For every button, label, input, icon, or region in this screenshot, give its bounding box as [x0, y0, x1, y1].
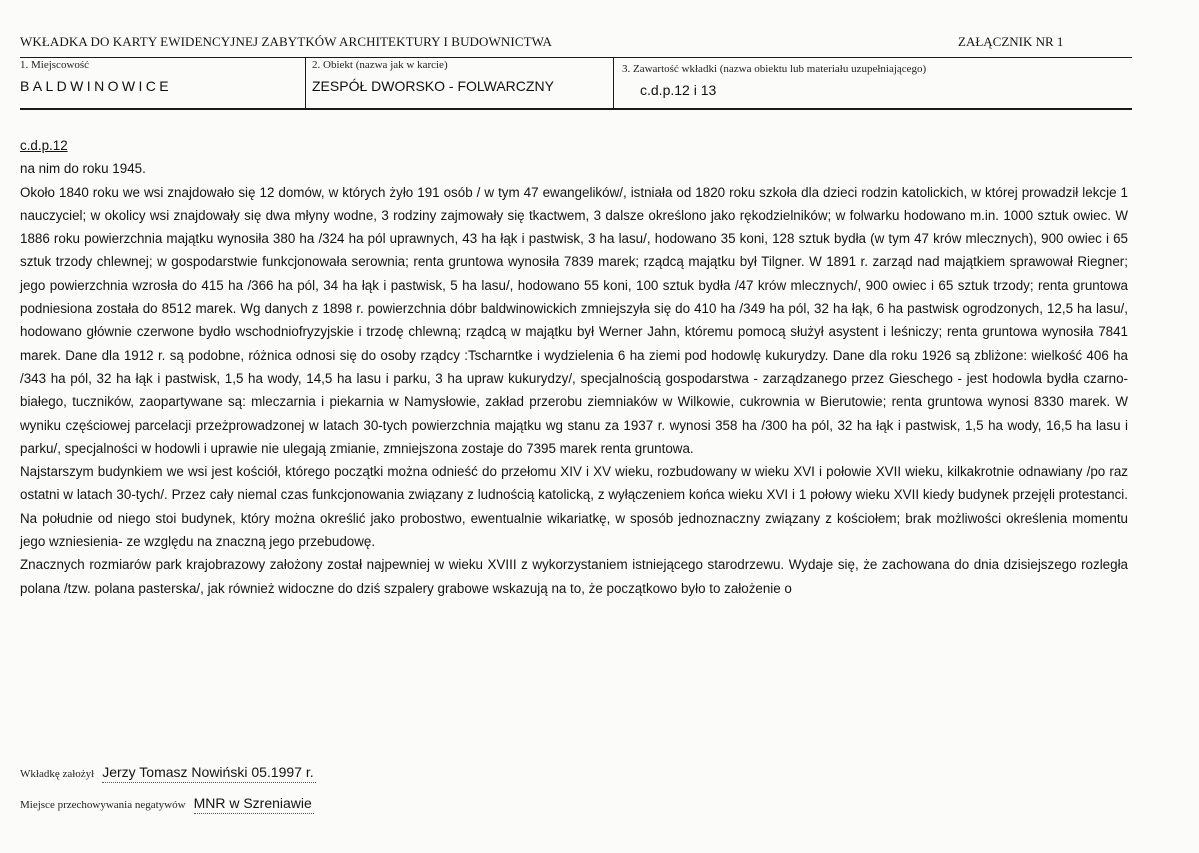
storage-row: [20, 795, 314, 814]
storage-value: MNR w Szreniawie: [194, 795, 314, 814]
author-label: Wkładkę założył: [20, 768, 95, 780]
body-paragraph: na nim do roku 1945.: [20, 161, 146, 177]
document-body: [20, 134, 1128, 600]
field-divider-1: [305, 57, 306, 109]
body-paragraph: Około 1840 roku we wsi znajdowało się 12 domów, w których żyło 191 osób / w tym 47 ewangelików/, istniała od 1820 roku szkoła dla dzieci rodzin katolickich, w której prowadził lekcje 1 nauczyciel; w okolicy wsi znajdowały się dwa młyny wodne, 3 rodziny zajmowały się tkactwem, 3 dalsze określono jako rękodzielników; w folwarku hodowano m.in. 1000 sztuk owiec. W 1886 roku powierzchnia majątku wynosiła 380 ha /324 ha pól uprawnych, 43 ha łąk i pastwisk, 3 ha lasu/, hodowano 35 koni, 128 sztuk bydła (w tym 47 krów mlecznych), 900 owiec i 65 sztuk trzody chlewnej; w gospodarstwie funkcjonowała serownia; renta gruntowa wynosiła 7839 marek; rządcą majątku był Tilgner. W 1891 r. zarząd nad majątkiem sprawował Riegner; jego powierzchnia wzrosła do 415 ha /366 ha pól, 34 ha łąk i pastwisk, 5 ha lasu/, hodowano 55 koni, 100 sztuk bydła /47 krów mlecznych/, 900 owiec i 65 sztuk trzody; renta gruntowa podniesiona została do 8512 marek. Wg danych z 1898 r. powierzchnia dóbr baldwinowickich zmniejszyła się do 410 ha /349 ha pól, 32 ha łąk, 6 ha pastwisk ogrodzonych, 12,5 ha lasu/, hodowano głównie czerwone bydło wschodniofryzyjskie i trzodę chlewną; rządcą w majątku był Werner Jahn, któremu pomocą służył asystent i leśniczy; renta gruntowa wynosiła 7841 marek. Dane dla 1912 r. są podobne, różnica odnosi się do osoby rządcy :Tscharntke i wydzielenia 6 ha ziemi pod hodowlę kukurydzy. Dane dla roku 1926 są zbliżone: wielkość 406 ha /343 ha pól, 32 ha łąk i pastwisk, 1,5 ha wody, 14,5 ha lasu i parku, 3 ha upraw kukurydzy/, specjalnością gospodarstwa - zarządzanego przez Gieschego - jest hodowla bydła czarno-białego, tuczników, zaopartywane są: mleczarnia i piekarnia w Namysłowie, zakład przerobu ziemniaków w Wilkowie, cukrownia w Bierutowie; renta gruntowa wynosi 8330 marek. W wyniku częściowej parcelacji przeżprowadzonej w latach 30-tych powierzchnia majątku wg stanu za 1937 r. wynosi 358 ha /300 ha pól, 32 ha łąk i pastwisk, 1,5 ha wody, 16,5 ha lasu i parku/, specjalności w hodowli i uprawie nie ulegają zmianie, zmniejszona zostaje do 7395 marek renta gruntowa.: [20, 184, 1128, 456]
locality-label: 1. Miejscowość: [20, 59, 90, 71]
object-value: ZESPÓŁ DWORSKO - FOLWARCZNY: [312, 78, 554, 94]
object-label: 2. Obiekt (nazwa jak w karcie): [312, 59, 448, 71]
body-paragraph: Najstarszym budynkiem we wsi jest kościół, którego początki można odnieść do przełomu XIV i XV wieku, rozbudowany w wieku XVI i połowie XVII wieku, kilkakrotnie odnawiany /po raz ostatni w latach 30-tych/. Przez cały niemal czas funkcjonowania związany z ludnością katolicką, z wyłączeniem końca wieku XVI i 1 połowy wieku XVII kiedy budynek przejęli protestanci. Na południe od niego stoi budynek, który można określić jako probostwo, ewentualnie wikariatkę, w sposób jednoznaczny związany z kościołem; brak możliwości określenia momentu jego wzniesienia- ze względu na znaczną jego przebudowę.: [20, 464, 1128, 550]
contents-value: c.d.p.12 i 13: [640, 82, 717, 98]
header-rule-top: [20, 57, 1132, 58]
header-rule-bottom: [20, 108, 1132, 110]
continuation-heading: c.d.p.12: [20, 138, 68, 153]
storage-label: Miejsce przechowywania negatywów: [20, 799, 186, 811]
body-paragraph: Znacznych rozmiarów park krajobrazowy założony został najpewniej w wieku XVIII z wykorzystaniem istniejącego starodrzewu. Wydaje się, że zachowana do dnia dzisiejszego rozległa polana /tzw. polana pasterska/, jak również widoczne do dziś szpalery grabowe wskazują na to, że początkowo było to założenie o: [20, 557, 1128, 596]
document-header-title: WKŁADKA DO KARTY EWIDENCYJNEJ ZABYTKÓW ARCHITEKTURY I BUDOWNICTWA: [20, 34, 553, 49]
author-row: [20, 764, 316, 783]
author-value: Jerzy Tomasz Nowiński 05.1997 r.: [102, 764, 315, 783]
contents-label: 3. Zawartość wkładki (nazwa obiektu lub materiału uzupełniającego): [622, 63, 927, 75]
annex-label: ZAŁĄCZNIK NR 1: [958, 34, 1064, 49]
locality-value: BALDWINOWICE: [20, 78, 173, 94]
field-divider-2: [613, 57, 614, 109]
